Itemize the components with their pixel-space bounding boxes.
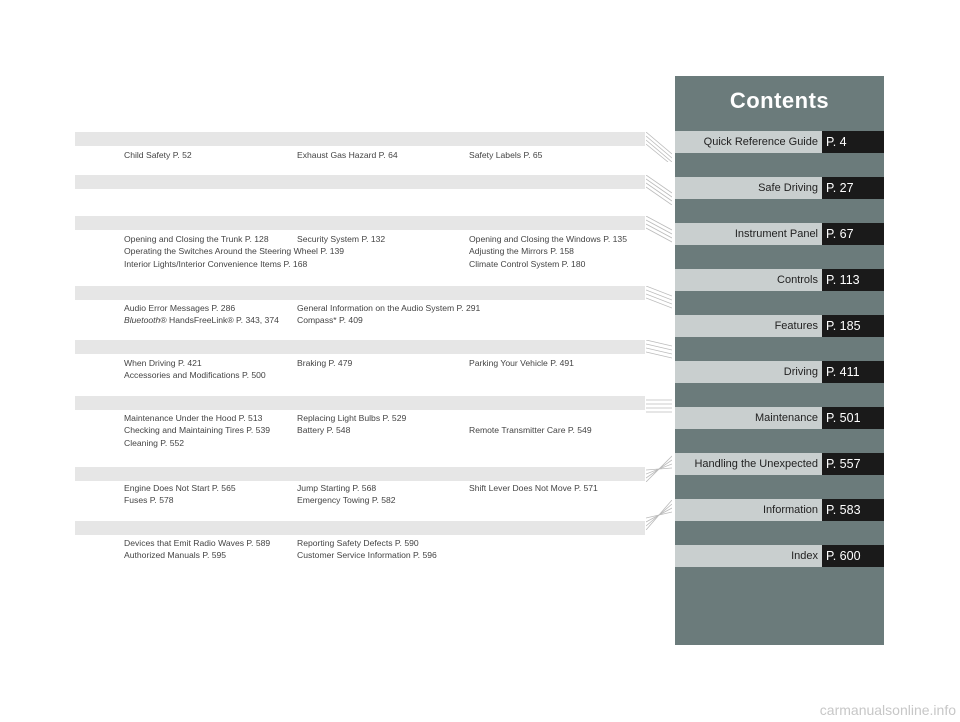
section-band-safe-driving (75, 132, 645, 146)
nav-handling-the-unexpected[interactable] (675, 453, 884, 475)
nav-label: Safe Driving (758, 182, 818, 194)
nav-driving[interactable] (675, 361, 884, 383)
link-authorized-manuals[interactable]: Authorized Manuals P. 595 (124, 550, 227, 561)
link-braking[interactable]: Braking P. 479 (297, 358, 353, 368)
nav-index[interactable] (675, 545, 884, 567)
link-battery[interactable]: Battery P. 548 (297, 425, 351, 436)
link-windows[interactable]: Opening and Closing the Windows P. 135 (469, 234, 627, 244)
link-jump-starting[interactable]: Jump Starting P. 568 (297, 483, 377, 493)
connector-stripes-5 (646, 340, 672, 370)
section-band-controls (75, 216, 645, 230)
link-compass[interactable]: Compass* P. 409 (297, 315, 363, 326)
section-band-unexpected (75, 467, 645, 481)
link-cleaning[interactable]: Cleaning P. 552 (124, 437, 185, 448)
nav-safe-driving[interactable] (675, 177, 884, 199)
link-remote-transmitter[interactable]: Remote Transmitter Care P. 549 (469, 425, 592, 436)
connector-stripes-7 (646, 452, 672, 482)
link-safety-labels[interactable]: Safety Labels P. 65 (469, 150, 543, 160)
link-safety-defects[interactable]: Reporting Safety Defects P. 590 (297, 538, 419, 548)
section-band-information (75, 521, 645, 535)
link-light-bulbs[interactable]: Replacing Light Bulbs P. 529 (297, 413, 407, 423)
connector-stripes-6 (646, 396, 672, 426)
watermark: carmanualsonline.info (819, 702, 956, 718)
nav-instrument-panel[interactable] (675, 223, 884, 245)
nav-label: Instrument Panel (734, 228, 818, 240)
nav-features[interactable] (675, 315, 884, 337)
connector-stripes-8 (646, 500, 672, 530)
link-mirrors[interactable]: Adjusting the Mirrors P. 158 (469, 246, 574, 257)
nav-label: Information (762, 504, 818, 516)
link-shift-lever[interactable]: Shift Lever Does Not Move P. 571 (469, 483, 598, 493)
connector-stripes-3 (646, 216, 672, 246)
link-emergency-towing[interactable]: Emergency Towing P. 582 (297, 495, 396, 506)
nav-label: Handling the Unexpected (694, 458, 818, 470)
link-customer-service[interactable]: Customer Service Information P. 596 (297, 550, 437, 561)
nav-page: P. 113 (822, 269, 884, 291)
link-child-safety[interactable]: Child Safety P. 52 (124, 150, 192, 160)
link-under-hood[interactable]: Maintenance Under the Hood P. 513 (124, 413, 263, 423)
link-handsfreelink[interactable] (124, 314, 279, 326)
link-fuses[interactable]: Fuses P. 578 (124, 495, 174, 506)
nav-label: Quick Reference Guide (703, 136, 818, 148)
link-trunk[interactable]: Opening and Closing the Trunk P. 128 (124, 234, 269, 244)
nav-controls[interactable] (675, 269, 884, 291)
nav-page: P. 501 (822, 407, 884, 429)
link-exhaust-gas-hazard[interactable]: Exhaust Gas Hazard P. 64 (297, 150, 398, 160)
nav-information[interactable] (675, 499, 884, 521)
section-band-maintenance (75, 396, 645, 410)
nav-label: Features (774, 320, 818, 332)
link-interior-lights[interactable]: Interior Lights/Interior Convenience Items P. 168 (124, 258, 308, 269)
nav-page: P. 600 (822, 545, 884, 567)
section-band-instrument-panel (75, 175, 645, 189)
nav-maintenance[interactable] (675, 407, 884, 429)
connector-stripes-4 (646, 286, 672, 316)
link-climate-control[interactable]: Climate Control System P. 180 (469, 258, 586, 269)
nav-page: P. 185 (822, 315, 884, 337)
link-when-driving[interactable]: When Driving P. 421 (124, 358, 202, 368)
nav-label: Maintenance (755, 412, 818, 424)
link-tires[interactable]: Checking and Maintaining Tires P. 539 (124, 425, 271, 436)
link-engine-not-start[interactable]: Engine Does Not Start P. 565 (124, 483, 236, 493)
nav-page: P. 583 (822, 499, 884, 521)
link-security-system[interactable]: Security System P. 132 (297, 234, 386, 244)
nav-page: P. 411 (822, 361, 884, 383)
connector-stripes-2 (646, 175, 672, 205)
connector-stripes-1 (646, 132, 672, 162)
nav-label: Index (791, 550, 818, 562)
nav-label: Controls (777, 274, 818, 286)
page-title: Contents (729, 88, 830, 113)
nav-page: P. 4 (822, 131, 884, 153)
section-band-features (75, 286, 645, 300)
handsfreelink-text: ® HandsFreeLink® P. 343, 374 (160, 315, 279, 326)
nav-page: P. 27 (822, 177, 884, 199)
nav-quick-reference-guide[interactable] (675, 131, 884, 153)
nav-page: P. 67 (822, 223, 884, 245)
link-steering-switches[interactable]: Operating the Switches Around the Steering Wheel P. 139 (124, 246, 345, 257)
link-radio-waves[interactable]: Devices that Emit Radio Waves P. 589 (124, 538, 271, 548)
link-parking[interactable]: Parking Your Vehicle P. 491 (469, 358, 574, 368)
nav-page: P. 557 (822, 453, 884, 475)
bluetooth-text: Bluetooth (124, 315, 161, 326)
section-band-driving (75, 340, 645, 354)
link-audio-info[interactable]: General Information on the Audio System P. 291 (297, 303, 481, 313)
link-audio-error[interactable]: Audio Error Messages P. 286 (124, 303, 236, 313)
nav-label: Driving (783, 366, 818, 378)
link-accessories[interactable]: Accessories and Modifications P. 500 (124, 370, 266, 381)
